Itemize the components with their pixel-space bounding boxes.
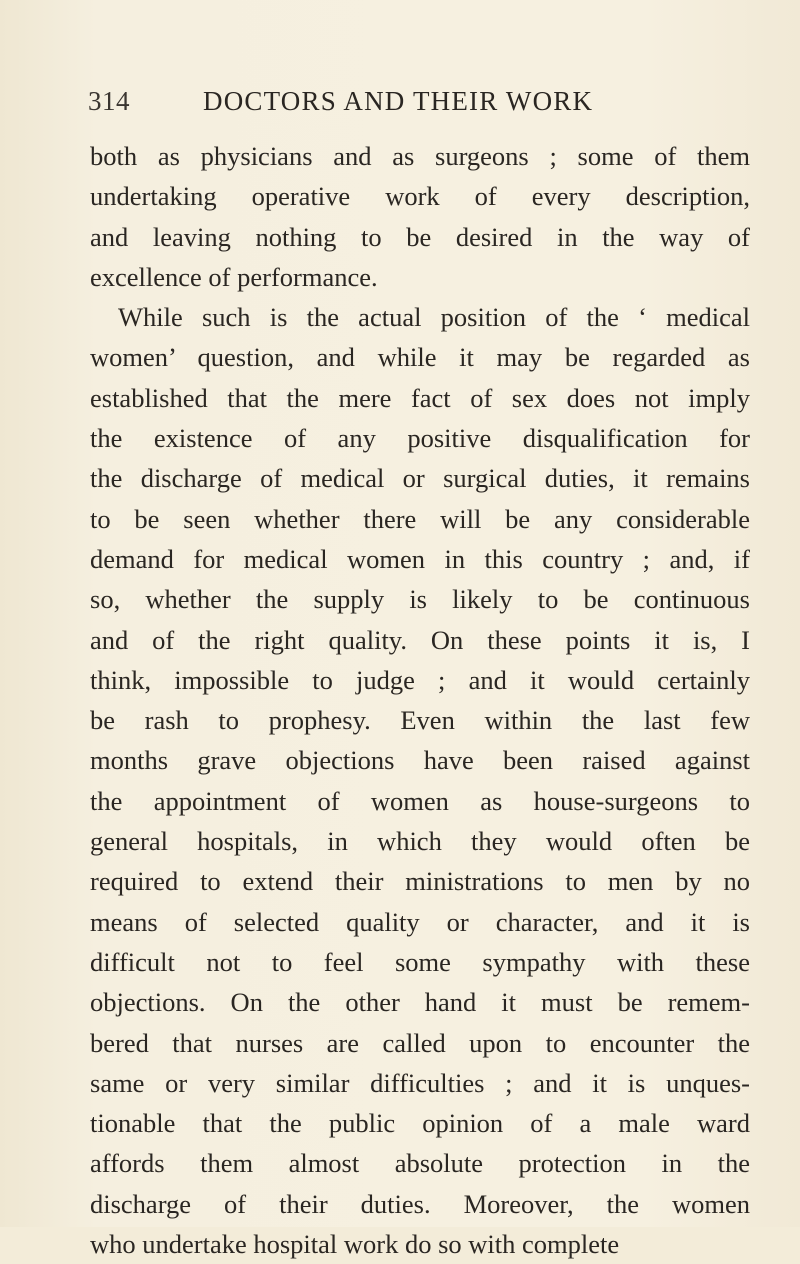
text-line: demand for medical women in this country ; and, if bbox=[90, 543, 750, 574]
text-line: so, whether the supply is likely to be continuous bbox=[90, 584, 750, 615]
text-line: be rash to prophesy. Even within the last few bbox=[90, 705, 750, 736]
body-text bbox=[90, 136, 750, 1264]
text-line: women’ question, and while it may be regarded as bbox=[90, 342, 750, 373]
text-line: required to extend their ministrations to men by no bbox=[90, 866, 750, 897]
text-line: While such is the actual position of the ‘ medical bbox=[118, 302, 750, 333]
text-line: means of selected quality or character, and it is bbox=[90, 906, 750, 937]
text-line: the discharge of medical or surgical duties, it remains bbox=[90, 463, 750, 494]
text-line: who undertake hospital work do so with complete bbox=[90, 1229, 620, 1260]
text-line: the appointment of women as house-surgeons to bbox=[90, 785, 750, 816]
text-line: difficult not to feel some sympathy with these bbox=[90, 946, 750, 977]
text-line: to be seen whether there will be any considerable bbox=[90, 503, 750, 534]
text-line: objections. On the other hand it must be remem- bbox=[90, 987, 750, 1018]
text-line: general hospitals, in which they would often be bbox=[90, 826, 750, 857]
text-line: established that the mere fact of sex does not imply bbox=[90, 382, 750, 413]
text-line: affords them almost absolute protection in the bbox=[90, 1148, 750, 1179]
page-number: 314 bbox=[88, 86, 130, 116]
text-line: discharge of their duties. Moreover, the women bbox=[90, 1188, 750, 1219]
text-line: and of the right quality. On these points it is, I bbox=[90, 624, 750, 655]
text-line: months grave objections have been raised against bbox=[90, 745, 750, 776]
text-line: bered that nurses are called upon to encounter the bbox=[90, 1027, 750, 1058]
text-line: the existence of any positive disqualification for bbox=[90, 423, 750, 454]
running-head: DOCTORS AND THEIR WORK bbox=[203, 86, 594, 116]
text-line: and leaving nothing to be desired in the way of bbox=[90, 221, 750, 252]
page-header bbox=[88, 86, 700, 126]
text-line: think, impossible to judge ; and it would certainly bbox=[90, 664, 750, 695]
text-line: undertaking operative work of every description, bbox=[90, 181, 750, 212]
text-line: both as physicians and as surgeons ; some of them bbox=[90, 141, 750, 171]
text-line: tionable that the public opinion of a male ward bbox=[90, 1108, 750, 1139]
text-line: excellence of performance. bbox=[90, 261, 378, 292]
text-line: same or very similar difficulties ; and it is unques- bbox=[90, 1067, 750, 1098]
